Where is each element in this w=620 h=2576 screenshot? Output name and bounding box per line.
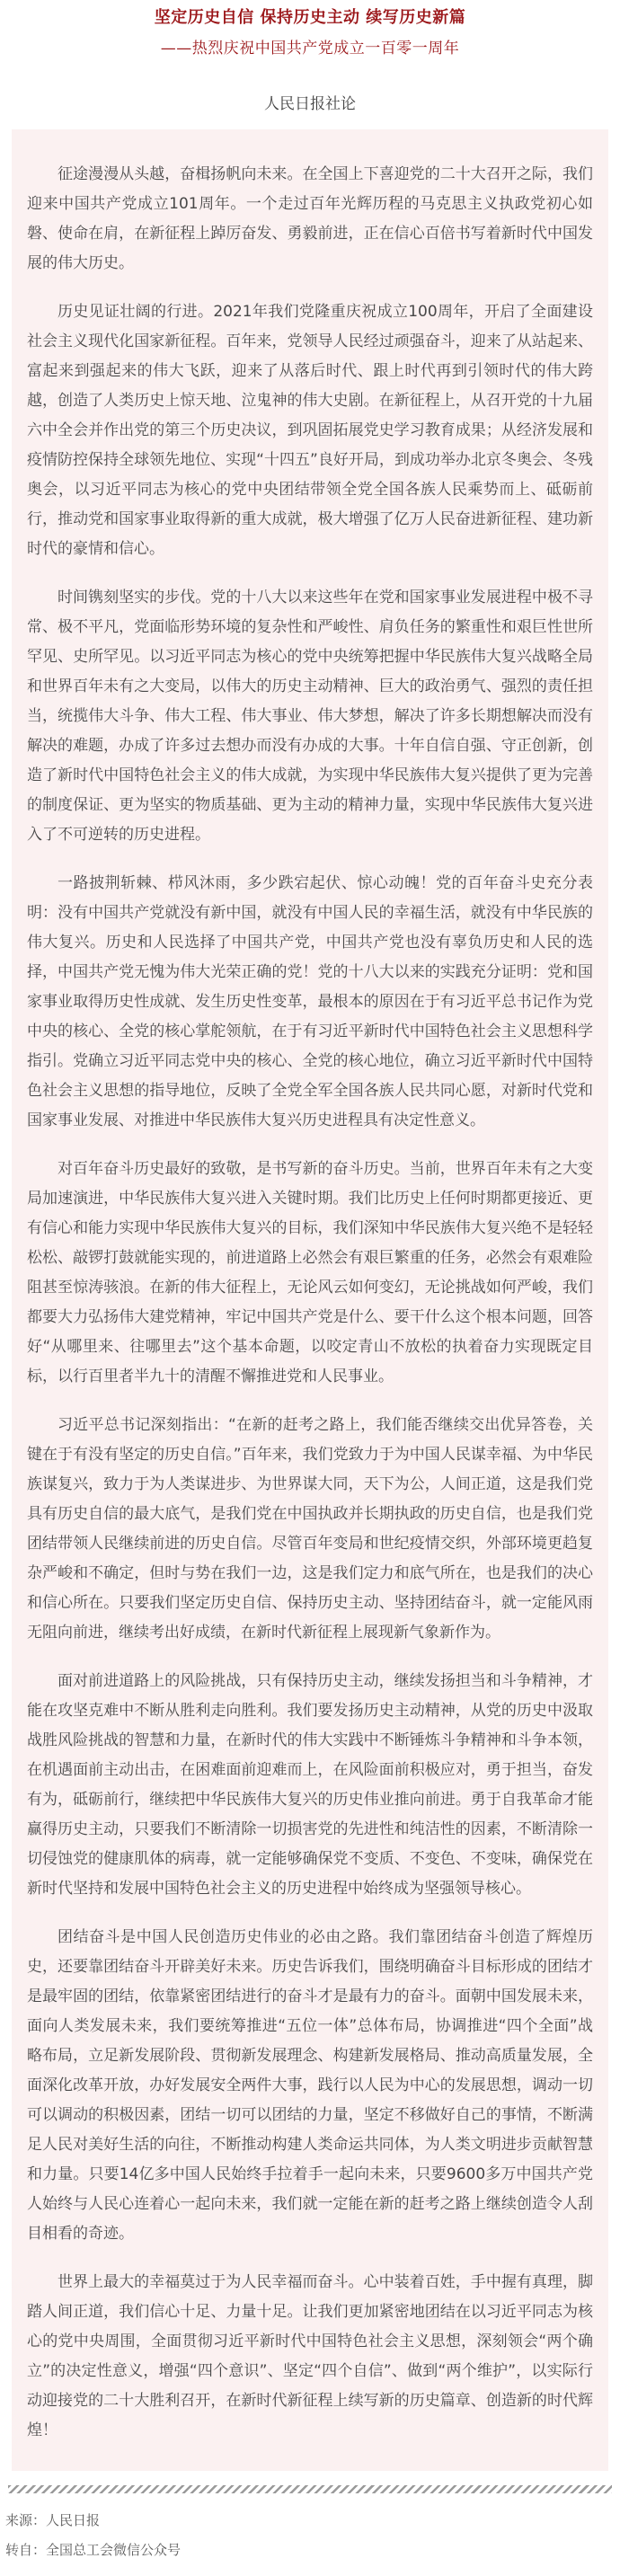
paragraph: 面对前进道路上的风险挑战，只有保持历史主动，继续发扬担当和斗争精神，才能在攻坚克难中不断从胜利走向胜利。我们要发扬历史主动精神，从党的历史中汲取战胜风险挑战的智慧和力量，在新时代的伟大实践中不断锤炼斗争精神和斗争本领，在机遇面前主动出击，在困难面前迎难而上，在风险面前积极应对，勇于担当，奋发有为，砥砺前行，继续把中华民族伟大复兴的历史伟业推向前进。勇于自我革命才能赢得历史主动，只要我们不断清除一切损害党的先进性和纯洁性的因素，不断清除一切侵蚀党的健康肌体的病毒，就一定能够确保党不变质、不变色、不变味，确保党在新时代坚持和发展中国特色社会主义的历史进程中始终成为坚强领导核心。 <box>27 1672 593 1898</box>
page-subtitle: ——热烈庆祝中国共产党成立一百零一周年 <box>160 40 460 58</box>
footer <box>5 2506 620 2576</box>
paragraph: 团结奋斗是中国人民创造历史伟业的必由之路。我们靠团结奋斗创造了辉煌历史，还要靠团结奋斗开辟美好未来。历史告诉我们，围绕明确奋斗目标形成的团结才是最牢固的团结，依靠紧密团结进行的奋斗才是最有力的奋斗。面朝中国发展未来，面向人类发展未来，我们要统筹推进“五位一体”总体布局，协调推进“四个全面”战略布局，立足新发展阶段、贯彻新发展理念、构建新发展格局、推动高质量发展，全面深化改革开放，办好发展安全两件大事，践行以人民为中心的发展思想，调动一切可以调动的积极因素，团结一切可以团结的力量，坚定不移做好自己的事情，不断满足人民对美好生活的向往，不断推动构建人类命运共同体，为人类文明进步贡献智慧和力量。只要14亿多中国人民始终手拉着手一起向未来，只要9600多万中国共产党人始终与人民心连着心一起向未来，我们就一定能在新的赶考之路上继续创造令人刮目相看的奇迹。 <box>27 1928 593 2243</box>
page-title: 坚定历史自信 保持历史主动 续写历史新篇 <box>154 8 466 27</box>
hatched-divider <box>8 2485 612 2493</box>
paragraph: 征途漫漫从头越，奋楫扬帆向未来。在全国上下喜迎党的二十大召开之际，我们迎来中国共产党成立101周年。一个走过百年光辉历程的马克思主义执政党初心如磐、使命在肩，在新征程上踔厉奋发、勇毅前进，正在信心百倍书写着新时代中国发展的伟大历史。 <box>27 165 593 272</box>
byline: 人民日报社论 <box>264 95 356 113</box>
paragraph: 习近平总书记深刻指出：“在新的赶考之路上，我们能否继续交出优异答卷，关键在于有没有坚定的历史自信。”百年来，我们党致力于为中国人民谋幸福、为中华民族谋复兴，致力于为人类谋进步、为世界谋大同，天下为公，人间正道，这是我们党具有历史自信的最大底气，是我们党在中国执政并长期执政的历史自信，也是我们党团结带领人民继续前进的历史自信。尽管百年变局和世纪疫情交织，外部环境更趋复杂严峻和不确定，但时与势在我们一边，这是我们定力和底气所在，也是我们的决心和信心所在。只要我们坚定历史自信、保持历史主动、坚持团结奋斗，就一定能风雨无阻向前进，继续考出好成绩，在新时代新征程上展现新气象新作为。 <box>27 1416 593 1642</box>
paragraph: 一路披荆斩棘、栉风沐雨，多少跌宕起伏、惊心动魄！党的百年奋斗史充分表明：没有中国共产党就没有新中国，就没有中国人民的幸福生活，就没有中华民族的伟大复兴。历史和人民选择了中国共产党，中国共产党也没有辜负历史和人民的选择，中国共产党无愧为伟大光荣正确的党！党的十八大以来的实践充分证明：党和国家事业取得历史性成就、发生历史性变革，最根本的原因在于有习近平总书记作为党中央的核心、全党的核心掌舵领航，在于有习近平新时代中国特色社会主义思想科学指引。党确立习近平同志党中央的核心、全党的核心地位，确立习近平新时代中国特色社会主义思想的指导地位，反映了全党全军全国各族人民共同心愿，对新时代党和国家事业发展、对推进中华民族伟大复兴历史进程具有决定性意义。 <box>27 874 593 1129</box>
repost-line: 转自：全国总工会微信公众号 <box>5 2542 182 2558</box>
source-line: 来源：人民日报 <box>5 2512 101 2528</box>
paragraph: 时间镌刻坚实的步伐。党的十八大以来这些年在党和国家事业发展进程中极不寻常、极不平凡，党面临形势环境的复杂性和严峻性、肩负任务的繁重性和艰巨性世所罕见、史所罕见。以习近平同志为核心的党中央统筹把握中华民族伟大复兴战略全局和世界百年未有之大变局，以伟大的历史主动精神、巨大的政治勇气、强烈的责任担当，统揽伟大斗争、伟大工程、伟大事业、伟大梦想，解决了许多长期想解决而没有解决的难题，办成了许多过去想办而没有办成的大事。十年自信自强、守正创新，创造了新时代中国特色社会主义的伟大成就，为实现中华民族伟大复兴提供了更为完善的制度保证、更为坚实的物质基础、更为主动的精神力量，实现中华民族伟大复兴进入了不可逆转的历史进程。 <box>27 589 593 844</box>
paragraph: 历史见证壮阔的行进。2021年我们党隆重庆祝成立100周年，开启了全面建设社会主义现代化国家新征程。百年来，党领导人民经过顽强奋斗，迎来了从站起来、富起来到强起来的伟大飞跃，迎来了从落后时代、跟上时代再到引领时代的伟大跨越，创造了人类历史上惊天地、泣鬼神的伟大史剧。在新征程上，从召开党的十九届六中全会并作出党的第三个历史决议，到巩固拓展党史学习教育成果；从经济发展和疫情防控保持全球领先地位、实现“十四五”良好开局，到成功举办北京冬奥会、冬残奥会，以习近平同志为核心的党中央团结带领全党全国各族人民乘势而上、砥砺前行，推动党和国家事业取得新的重大成就，极大增强了亿万人民奋进新征程、建功新时代的豪情和信心。 <box>27 303 593 558</box>
paragraph: 对百年奋斗历史最好的致敬，是书写新的奋斗历史。当前，世界百年未有之大变局加速演进，中华民族伟大复兴进入关键时期。我们比历史上任何时期都更接近、更有信心和能力实现中华民族伟大复兴的目标，我们深知中华民族伟大复兴绝不是轻轻松松、敲锣打鼓就能实现的，前进道路上必然会有艰巨繁重的任务，必然会有艰难险阻甚至惊涛骇浪。在新的伟大征程上，无论风云如何变幻，无论挑战如何严峻，我们都要大力弘扬伟大建党精神，牢记中国共产党是什么、要干什么这个根本问题，回答好“从哪里来、往哪里去”这个基本命题，以咬定青山不放松的执着奋力实现既定目标，以行百里者半九十的清醒不懈推进党和人民事业。 <box>27 1160 593 1385</box>
article-card <box>12 129 608 2471</box>
paragraph: 世界上最大的幸福莫过于为人民幸福而奋斗。心中装着百姓，手中握有真理，脚踏人间正道，我们信心十足、力量十足。让我们更加紧密地团结在以习近平同志为核心的党中央周围，全面贯彻习近平新时代中国特色社会主义思想，深刻领会“两个确立”的决定性意义，增强“四个意识”、坚定“四个自信”、做到“两个维护”，以实际行动迎接党的二十大胜利召开，在新时代新征程上续写新的历史篇章、创造新的时代辉煌！ <box>27 2273 593 2439</box>
